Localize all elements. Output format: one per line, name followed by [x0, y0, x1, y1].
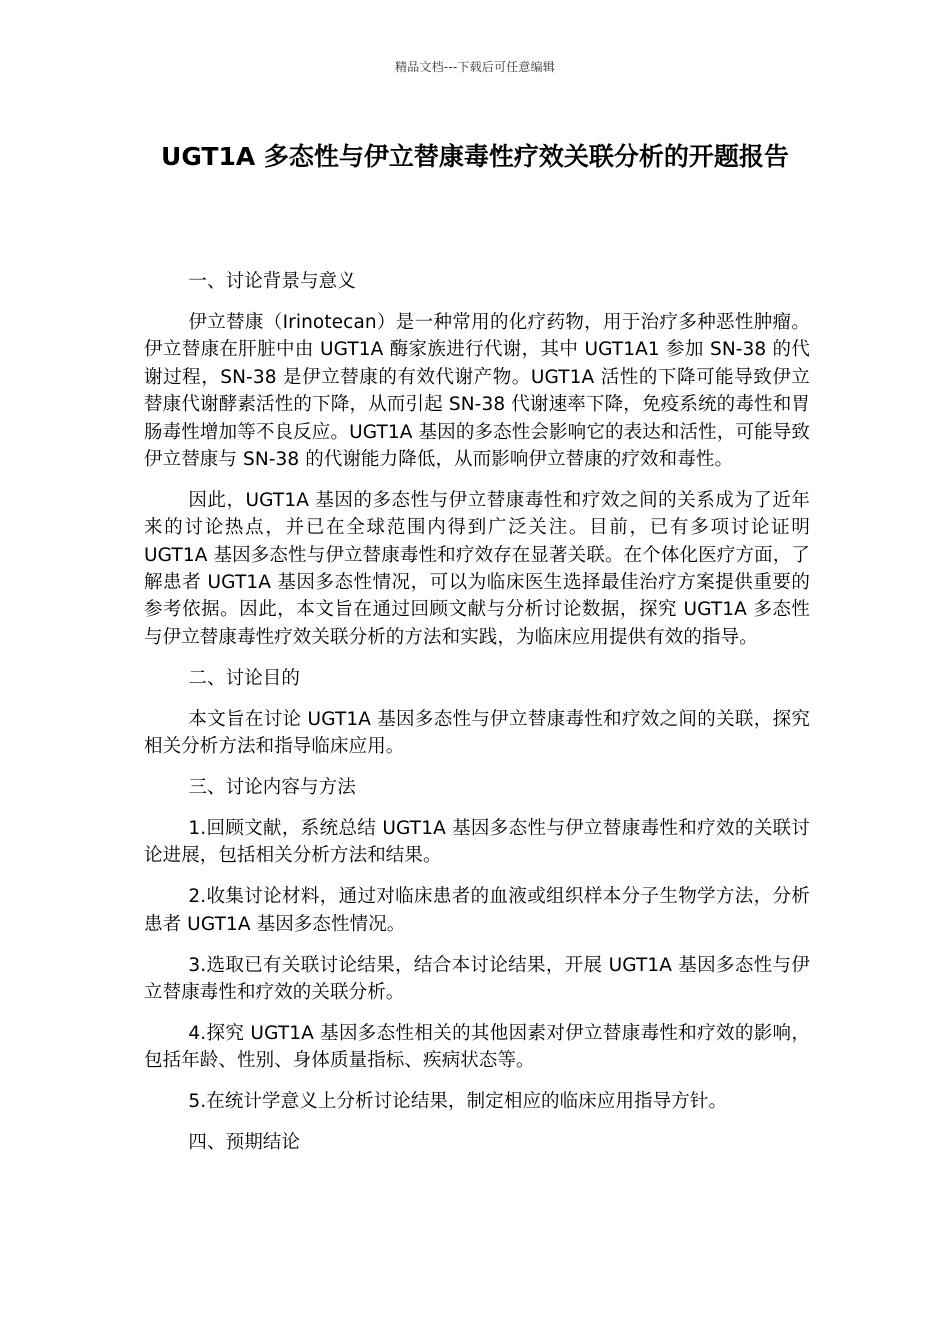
method-item-2: 2.收集讨论材料，通过对临床患者的血液或组织样本分子生物学方法，分析患者 UGT1A 基因多态性情况。 — [144, 886, 810, 935]
section-heading-background: 一、讨论背景与意义 — [188, 271, 356, 292]
paragraph-background-1: 伊立替康（Irinotecan）是一种常用的化疗药物，用于治疗多种恶性肿瘤。伊立替康在肝脏中由 UGT1A 酶家族进行代谢，其中 UGT1A1 参加 SN-38 的代谢过程，SN-38 是伊立替康的有效代谢产物。UGT1A 活性的下降可能导致伊立替康代谢酵素活性的下降，从而引起 SN-38 代谢速率下降，免疫系统的毒性和胃肠毒性增加等不良反应。UGT1A 基因的多态性会影响它的表达和活性，可能导致伊立替康与 SN-38 的代谢能力降低，从而影响伊立替康的疗效和毒性。 — [144, 311, 810, 470]
section-heading-purpose: 二、讨论目的 — [188, 667, 300, 689]
paragraph-background-2: 因此，UGT1A 基因的多态性与伊立替康毒性和疗效之间的关系成为了近年来的讨论热点，并已在全球范围内得到广泛关注。目前，已有多项讨论证明 UGT1A 基因多态性与伊立替康毒性和疗效存在显著关联。在个体化医疗方面，了解患者 UGT1A 基因多态性情况，可以为临床医生选择最佳治疗方案提供重要的参考依据。因此，本文旨在通过回顾文献与分析讨论数据，探究 UGT1A 多态性与伊立替康毒性疗效关联分析的方法和实践，为临床应用提供有效的指导。 — [144, 489, 810, 648]
method-item-4: 4.探究 UGT1A 基因多态性相关的其他因素对伊立替康毒性和疗效的影响，包括年龄、性别、身体质量指标、疾病状态等。 — [144, 1022, 810, 1072]
document-body — [144, 268, 810, 1170]
method-item-1: 1.回顾文献，系统总结 UGT1A 基因多态性与伊立替康毒性和疗效的关联讨论进展，包括相关分析方法和结果。 — [144, 817, 810, 867]
paragraph-purpose: 本文旨在讨论 UGT1A 基因多态性与伊立替康毒性和疗效之间的关联，探究相关分析方法和指导临床应用。 — [144, 708, 810, 758]
section-heading-conclusion: 四、预期结论 — [188, 1132, 300, 1154]
document-title: UGT1A 多态性与伊立替康毒性疗效关联分析的开题报告 — [161, 142, 789, 171]
method-item-5: 5.在统计学意义上分析讨论结果，制定相应的临床应用指导方针。 — [188, 1091, 728, 1113]
header-note: 精品文档---下载后可任意编辑 — [395, 60, 555, 74]
method-item-3: 3.选取已有关联讨论结果，结合本讨论结果，开展 UGT1A 基因多态性与伊立替康毒性和疗效的关联分析。 — [144, 954, 810, 1003]
section-heading-methods: 三、讨论内容与方法 — [188, 777, 356, 798]
